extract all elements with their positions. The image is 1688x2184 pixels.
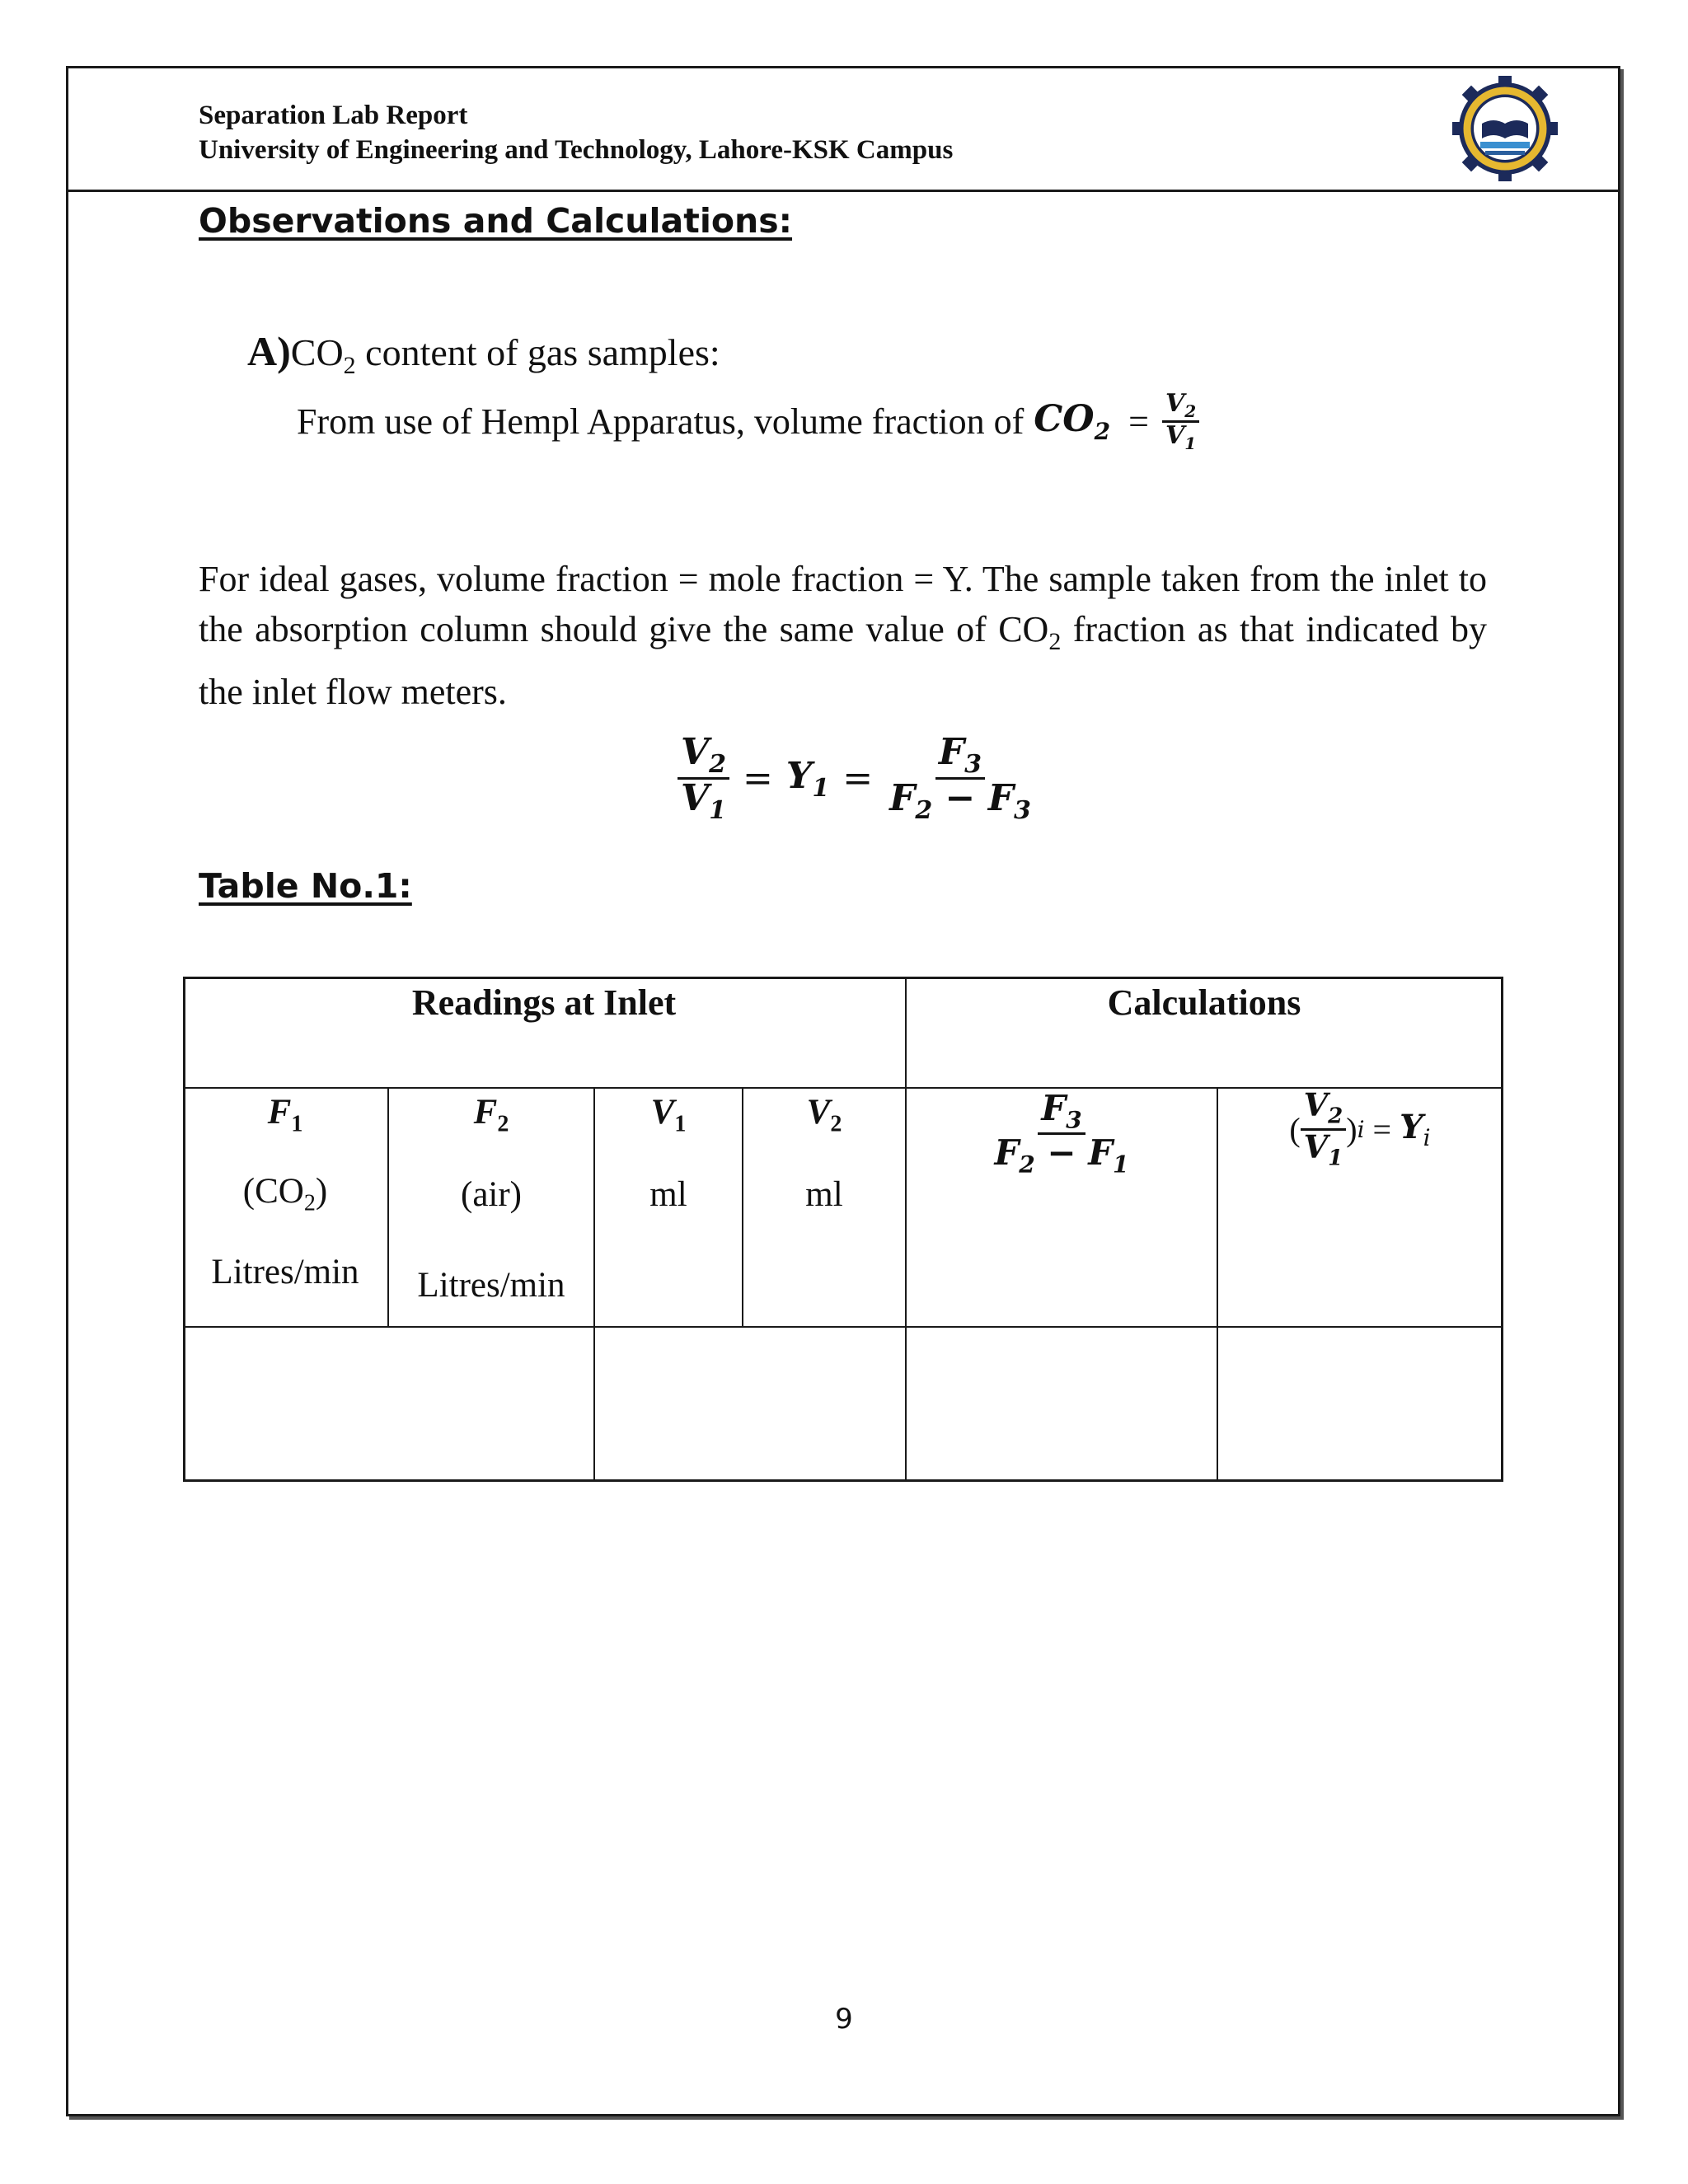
lhs-fraction: $\frac{V_2}{V_1}$ bbox=[678, 733, 729, 824]
header-university: University of Engineering and Technology, Lahore-KSK Campus bbox=[199, 135, 954, 165]
ideal-gas-paragraph: For ideal gases, volume fraction = mole fraction = Y. The sample taken from the inlet to the absorption column should give the same value of $CO_2$ fraction as that indicated by the inlet flow meters. bbox=[199, 559, 1487, 712]
part-a-text: content of gas samples: bbox=[355, 331, 720, 373]
col-v1-unit: ml bbox=[649, 1175, 687, 1214]
col-f2-symbol: $F_2$ bbox=[473, 1093, 509, 1137]
col-f1-gas: $(CO_2)$ bbox=[242, 1172, 328, 1216]
col-f2-unit: Litres/min bbox=[417, 1266, 565, 1305]
col-calc2-formula: ( $\frac{V_2}{V_1}$ ) i = $Y_i$ bbox=[1289, 1086, 1431, 1171]
table-line bbox=[593, 1087, 595, 1481]
col-f2-gas: (air) bbox=[461, 1175, 522, 1214]
co2-symbol: $CO_2$ bbox=[1034, 398, 1111, 445]
part-a-heading bbox=[247, 327, 720, 380]
table-line bbox=[183, 977, 185, 1482]
rhs-fraction: $\frac{F_3}{F_2 - F_3}$ bbox=[889, 731, 1031, 826]
table-line bbox=[183, 977, 1503, 979]
table-line bbox=[905, 977, 907, 1482]
table-line bbox=[183, 1479, 1503, 1482]
col-f1-unit: Litres/min bbox=[211, 1253, 359, 1291]
subscript: 2 bbox=[343, 352, 356, 380]
table-line bbox=[1501, 977, 1503, 1482]
col-v2-unit: ml bbox=[805, 1175, 843, 1214]
readings-table bbox=[183, 977, 1503, 1482]
part-a-label: A) bbox=[247, 328, 291, 374]
col-f1-symbol: $F_1$ bbox=[267, 1093, 303, 1137]
col-calc1-formula: $\frac{F_3}{F_2 - F_1}$ bbox=[994, 1088, 1129, 1179]
table-line bbox=[183, 1326, 1503, 1328]
col-v2-symbol: $V_2$ bbox=[806, 1093, 842, 1137]
co-text: CO bbox=[290, 331, 344, 373]
header-rule bbox=[66, 190, 1620, 192]
header-calculations: Calculations bbox=[1107, 982, 1301, 1023]
hempl-line bbox=[297, 391, 1199, 452]
v2-over-v1-fraction: $\frac{V_2}{V_1}$ bbox=[1162, 391, 1199, 452]
col-v1-symbol: $V_1$ bbox=[650, 1093, 687, 1137]
table-title: Table No.1: bbox=[199, 866, 412, 906]
header-title: Separation Lab Report bbox=[199, 101, 468, 130]
y1-symbol: $Y_1$ bbox=[785, 754, 830, 803]
equals-sign: = bbox=[1128, 401, 1149, 442]
page-number: 9 bbox=[835, 2003, 853, 2036]
university-seal-icon bbox=[1449, 73, 1561, 185]
header-readings-at-inlet: Readings at Inlet bbox=[411, 982, 677, 1023]
main-equation: $\frac{V_2}{V_1}$ = $Y_1$ = $\frac{F_3}{F_2 - F_3}$ bbox=[678, 733, 1034, 824]
hempl-text: From use of Hempl Apparatus, volume fraction of bbox=[297, 401, 1025, 442]
section-title: Observations and Calculations: bbox=[199, 201, 793, 241]
